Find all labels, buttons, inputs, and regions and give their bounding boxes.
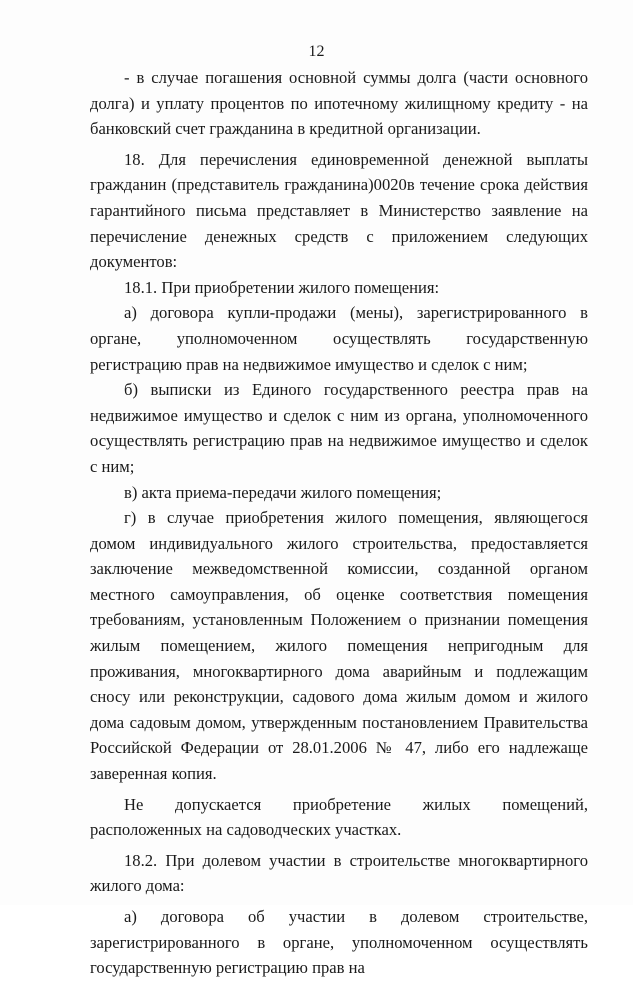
- paragraph-18-2: 18.2. При долевом участии в строительстве многоквартирного жилого дома:: [90, 850, 588, 896]
- paragraph-18-1-v: в) акта приема-передачи жилого помещения;: [124, 482, 442, 502]
- paragraph-18-1-g: г) в случае приобретения жилого помещения, являющегося домом индивидуального жилого строительства, предоставляется заключение межведомственной комиссии, созданной органом местного самоуправления, об оценке соответствия помещения требованиям, установленным Положением о признании помещения жилым помещением, жилого помещения непригодным для проживания, многоквартирного дома аварийным и подлежащим сносу или реконструкции, садового дома жилым домом и жилого дома садовым домом, утвержденным постановлением Правительства Российской Федерации от 28.01.2006 № 47, либо его надлежаще заверенная копия.: [90, 508, 588, 784]
- page-number: 12: [308, 43, 325, 60]
- paragraph-18-1-a: а) договора купли-продажи (мены), зарегистрированного в органе, уполномоченном осуществлять государственную регистрацию прав на недвижимое имущество и сделок с ним;: [90, 303, 588, 374]
- paragraph-payment-account: - в случае погашения основной суммы долга (части основного долга) и уплату процентов по ипотечному жилищному кредиту - на банковский счет гражданина в кредитной организации.: [90, 68, 588, 139]
- paragraph-18-2-a: а) договора об участии в долевом строительстве, зарегистрированного в органе, уполномоченном осуществлять государственную регистрацию прав на: [90, 907, 588, 978]
- document-body: [90, 65, 588, 981]
- paragraph-garden-restriction: Не допускается приобретение жилых помещений, расположенных на садоводческих участках.: [90, 794, 588, 840]
- paragraph-18-1: 18.1. При приобретении жилого помещения:: [124, 277, 440, 297]
- paragraph-18-1-b: б) выписки из Единого государственного реестра прав на недвижимое имущество и сделок с ним из органа, уполномоченного осуществлять регистрацию прав на недвижимое имущество и сделок с ним;: [90, 380, 588, 476]
- paragraph-18: 18. Для перечисления единовременной денежной выплаты гражданин (представитель гражданина)0020в течение срока действия гарантийного письма представляет в Министерство заявление на перечисление денежных средств с приложением следующих документов:: [90, 149, 588, 272]
